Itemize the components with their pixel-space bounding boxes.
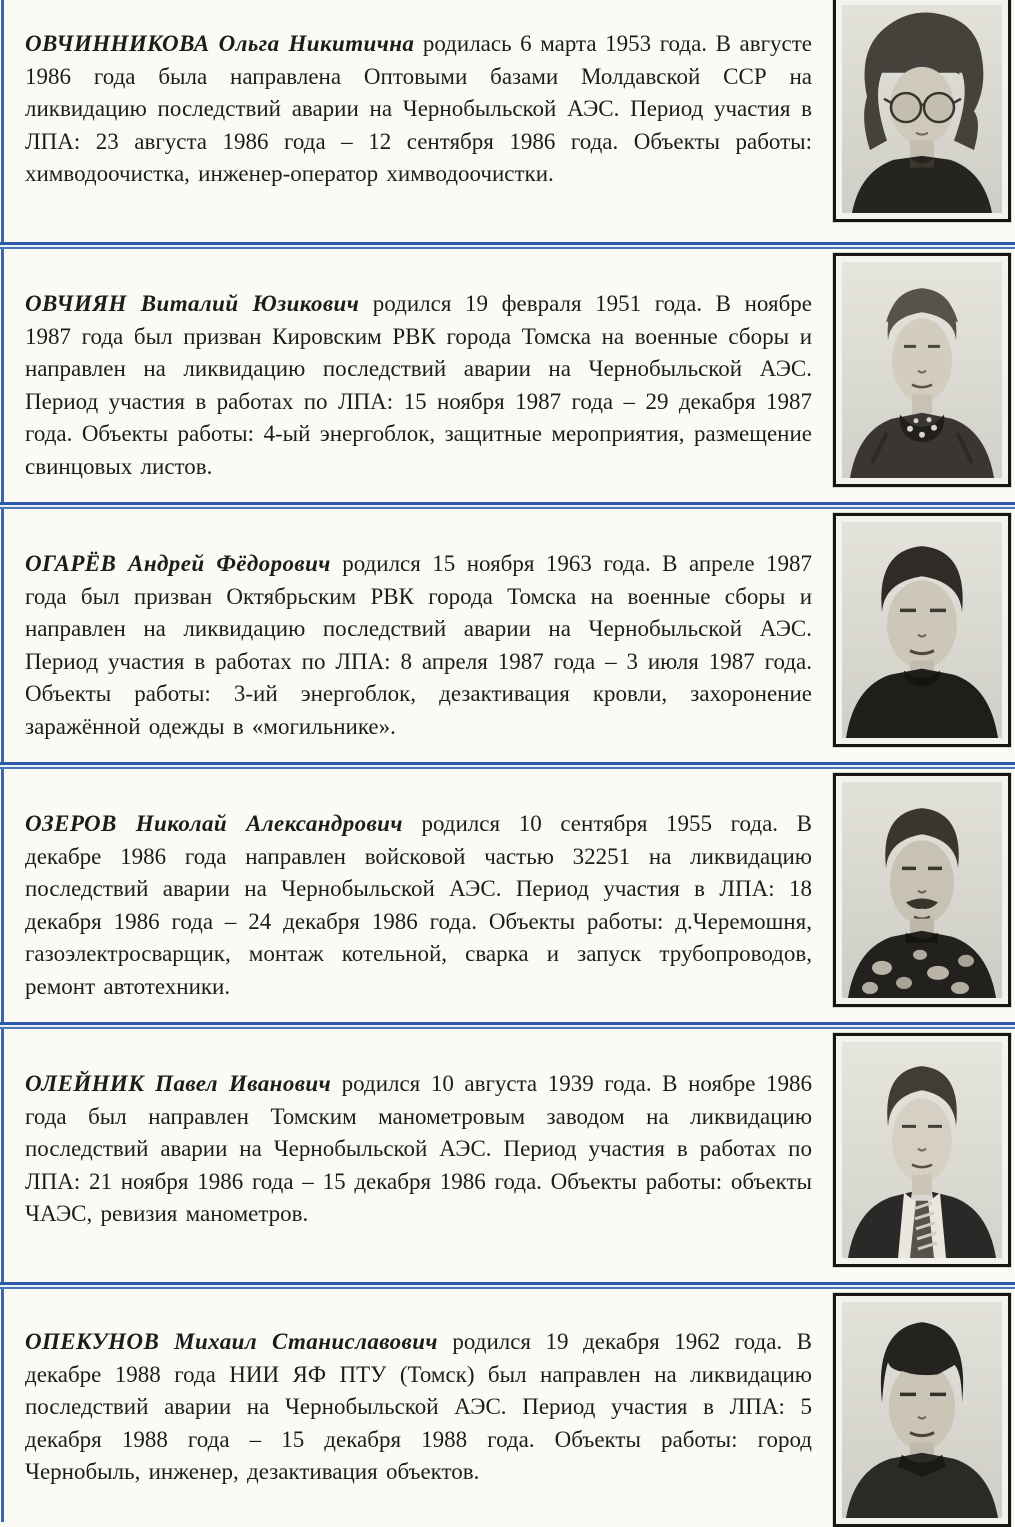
entry-opekunov xyxy=(0,1290,1015,1522)
entry-ogaryov xyxy=(0,510,1015,762)
entry-biography xyxy=(25,1068,812,1231)
section-divider xyxy=(0,1022,1015,1030)
portrait-man-young-icon xyxy=(842,1302,1002,1518)
section-divider xyxy=(0,242,1015,250)
portrait-photo xyxy=(833,253,1011,487)
portrait-man-dark-sweater-icon xyxy=(842,522,1002,738)
portrait-man-mustache-icon xyxy=(842,782,1002,998)
portrait-photo xyxy=(833,0,1011,222)
person-name: ОПЕКУНОВ Михаил Станиславович xyxy=(25,1329,438,1354)
entry-biography xyxy=(25,28,812,191)
entry-biography xyxy=(25,548,812,743)
entry-biography xyxy=(25,1326,812,1489)
person-name: ОГАРЁВ Андрей Фёдорович xyxy=(25,551,331,576)
entry-ovchiyan xyxy=(0,250,1015,502)
section-divider xyxy=(0,762,1015,770)
portrait-photo xyxy=(833,1033,1011,1267)
person-name: ОЗЕРОВ Николай Александрович xyxy=(25,811,403,836)
portrait-woman-glasses-icon xyxy=(842,5,1002,213)
entry-biography xyxy=(25,288,812,483)
entry-ovchinnikova xyxy=(0,0,1015,242)
portrait-photo xyxy=(833,773,1011,1007)
biography-text: родился 19 декабря 1962 года. В декабре 1988 года НИИ ЯФ ПТУ (Томск) был направлен на ликвидацию последствий аварии на Чернобыльской АЭС. Период участия в ЛПА: 5 декабря 1988 года – 15 декабря 1988 года. Объекты работы: город Чернобыль, инженер, дезактивация объектов. xyxy=(25,1329,813,1484)
biography-text: родился 19 февраля 1951 года. В ноябре 1987 года был призван Кировским РВК города Томска на военные сборы и направлен на ликвидацию последствий аварии на Чернобыльской АЭС. Период участия в работах по ЛПА: 15 ноября 1987 года – 29 декабря 1987 года. Объекты работы: 4-ый энергоблок, защитные мероприятия, размещение свинцовых листов. xyxy=(25,291,812,479)
entry-ozerov xyxy=(0,770,1015,1022)
section-divider xyxy=(0,502,1015,510)
person-name: ОВЧИЯН Виталий Юзикович xyxy=(25,291,360,316)
portrait-photo xyxy=(833,1293,1011,1527)
entry-oleynik xyxy=(0,1030,1015,1282)
biography-text: родился 10 сентября 1955 года. В декабре 1986 года направлен войсковой частью 32251 на ликвидацию последствий аварии на Чернобыльской АЭС. Период участия в ЛПА: 18 декабря 1986 года – 24 декабря 1986 года. Объекты работы: д.Черемошня, газоэлектросварщик, монтаж котельной, сварка и запуск трубопроводов, ремонт автотехники. xyxy=(25,811,812,999)
portrait-man-balding-icon xyxy=(842,262,1002,478)
person-name: ОЛЕЙНИК Павел Иванович xyxy=(25,1071,332,1096)
portrait-man-suit-tie-icon xyxy=(842,1042,1002,1258)
biography-text: родился 15 ноября 1963 года. В апреле 1987 года был призван Октябрьским РВК города Томска на военные сборы и направлен на ликвидацию последствий аварии на Чернобыльской АЭС. Период участия в работах по ЛПА: 8 апреля 1987 года – 3 июля 1987 года. Объекты работы: 3-ий энергоблок, дезактивация кровли, захоронение заражённой одежды в «могильнике». xyxy=(25,551,812,739)
biography-text: родился 10 августа 1939 года. В ноябре 1986 года был направлен Томским манометровым заводом на ликвидацию последствий аварии на Чернобыльской АЭС. Период участия в работах по ЛПА: 21 ноября 1986 года – 15 декабря 1986 года. Объекты работы: объекты ЧАЭС, ревизия манометров. xyxy=(25,1071,812,1226)
portrait-photo xyxy=(833,513,1011,747)
person-name: ОВЧИННИКОВА Ольга Никитична xyxy=(25,31,415,56)
entry-biography xyxy=(25,808,812,1003)
biography-text: родилась 6 марта 1953 года. В августе 1986 года была направлена Оптовыми базами Молдавской ССР на ликвидацию последствий аварии на Чернобыльской АЭС. Период участия в ЛПА: 23 августа 1986 года – 12 сентября 1986 года. Объекты работы: химводоочистка, инженер-оператор химводоочистки. xyxy=(25,31,813,186)
section-divider xyxy=(0,1282,1015,1290)
